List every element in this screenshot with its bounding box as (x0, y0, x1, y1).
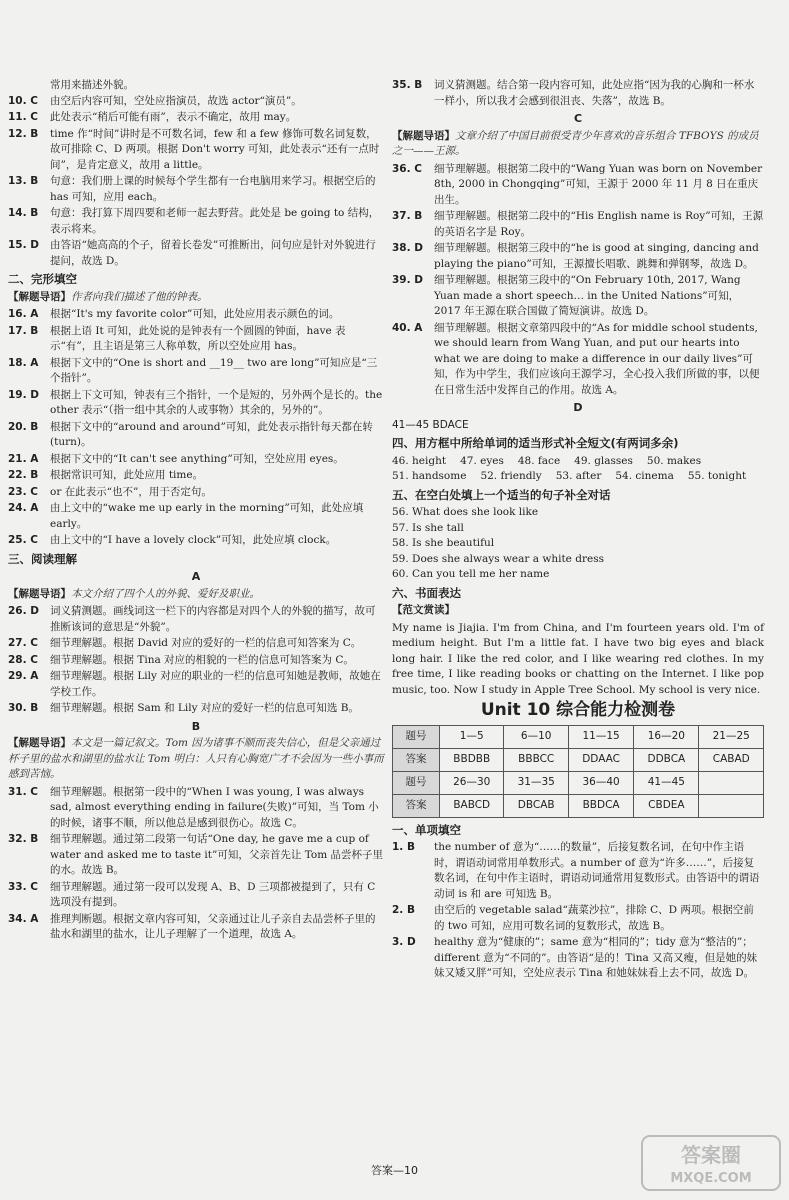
table-header-cell: 答案 (393, 794, 440, 817)
guide-text: 作者向我们描述了他的钟表。 (71, 290, 208, 303)
answer-item (8, 452, 384, 468)
table-cell: BABCD (440, 794, 504, 817)
svg-text:MXQE.COM: MXQE.COM (670, 1171, 752, 1186)
answer-explanation: 根据下文中的“It can't see anything”可知，空处应用 eyes。 (50, 452, 344, 465)
answer-number: 10. C (8, 94, 38, 107)
answer-explanation: 句意：我打算下周四要和老师一起去野营。此处是 be going to 结构，表示将来。 (50, 207, 380, 235)
sample-label: 【范文赏读】 (392, 604, 455, 616)
answer-number: 24. A (8, 502, 39, 514)
word-answer: 52. friendly (480, 470, 542, 482)
word-answer: 54. cinema (615, 470, 674, 482)
section-word-form-heading: 四、用方框中所给单词的适当形式补全短文(有两词多余) (392, 436, 679, 450)
right-column (392, 78, 764, 983)
answer-item (392, 935, 764, 982)
answer-number: 2. B (392, 904, 415, 916)
answer-item (8, 110, 384, 126)
answer-explanation: 细节理解题。通过第一段可以发现 A、B、D 三项都被提到了，只有 C 选项没有提到。 (50, 880, 376, 908)
guide-text: 文章介绍了中国目前很受青少年喜欢的音乐组合 TFBOYS 的成员之一——王源。 (392, 129, 759, 157)
part-c-label: C (573, 112, 583, 125)
table-cell: 21—25 (699, 725, 764, 748)
sample-essay: My name is Jiajia. I'm from China, and I'm fourteen years old. I'm of medium height. But I'm a little fat. I have two big eyes and black long hair. I like the red color, and I like wearing red clothes. In my free time, I like reading books or chatting on the Internet. I like pop music, too. Now I study in Apple Tree School. My school is very nice. (392, 621, 764, 696)
answer-explanation: 细节理解题。根据 David 对应的爱好的一栏的信息可知答案为 C。 (50, 637, 362, 649)
answer-number: 26. D (8, 605, 39, 617)
answer-item (8, 832, 384, 879)
answer-explanation: 根据上下文可知，钟表有三个指针，一个是短的，另外两个是长的。the other 表示“（指一组中其余的人或事物）其余的，另外的”。 (50, 388, 383, 416)
answer-explanation: 细节理解题。根据第二段中的“Wang Yuan was born on November 8th, 2000 in Chongqing”可知，王源于 2000 年 11 月 8 日在重庆出生。 (434, 162, 763, 206)
word-answer: 51. handsome (392, 470, 467, 482)
answer-explanation: 根据常识可知，此处应用 time。 (50, 469, 204, 481)
table-row (393, 725, 764, 748)
table-cell: 11—15 (568, 725, 633, 748)
table-cell (699, 794, 764, 817)
answer-number: 40. A (392, 321, 423, 334)
word-answer: 48. face (517, 454, 561, 467)
answer-item (8, 636, 384, 652)
word-answer: 53. after (555, 470, 602, 482)
answer-explanation: 根据下文中的“around and around”可知，此处表示指针每天都在转(turn)。 (50, 420, 373, 448)
section-cloze-heading: 二、完形填空 (8, 272, 77, 286)
answer-item (8, 485, 384, 501)
answer-explanation: 细节理解题。根据 Tina 对应的相貌的一栏的信息可知答案为 C。 (50, 653, 354, 666)
answer-list-reading-a (8, 604, 384, 717)
answer-item (8, 468, 384, 484)
page-footer: 答案—10 (371, 1164, 418, 1177)
answer-number: 11. C (8, 111, 38, 123)
answer-list-unit10 (392, 840, 764, 982)
answer-explanation: 细节理解题。根据 Sam 和 Lily 对应的爱好一栏的信息可知选 B。 (50, 702, 359, 714)
table-cell: 16—20 (634, 725, 699, 748)
word-answer: 49. glasses (574, 454, 633, 467)
answer-item (392, 273, 764, 320)
answer-item (8, 388, 384, 419)
answer-explanation: 词义猜测题。结合第一段内容可知，此处应指“因为我的心胸和一杯水一样小，所以我才会感到很沮丧、失落”，故选 B。 (434, 79, 755, 107)
table-row (393, 771, 764, 794)
table-cell: 6—10 (504, 725, 568, 748)
answer-explanation: or 在此表示“也不”，用于否定句。 (50, 485, 212, 498)
answer-explanation: healthy 意为“健康的”；same 意为“相同的”；tidy 意为“整洁的”；different 意为“不同的”。由答语“是的！Tina 又高又瘦，但是她的妹妹又矮又胖”可知，空处应表示 Tina 和她妹妹看上去不同，故选 D。 (434, 936, 758, 979)
dialog-answer: 60. Can you tell me her name (392, 568, 550, 580)
answer-explanation: 由空后的 vegetable salad“蔬菜沙拉”，排除 C、D 两项。根据空前的 two 可知，应用可数名词的复数形式，故选 B。 (434, 904, 754, 932)
answer-number: 12. B (8, 127, 39, 140)
table-row (393, 748, 764, 771)
answer-number: 1. B (392, 841, 415, 853)
answer-item (8, 669, 384, 700)
table-header-cell: 答案 (393, 748, 440, 771)
answer-number: 3. D (392, 936, 416, 948)
answer-number: 14. B (8, 207, 39, 219)
answer-number: 25. C (8, 534, 38, 546)
dialog-answer: 58. Is she beautiful (392, 537, 495, 549)
answer-item (8, 785, 384, 832)
dialog-answer: 56. What does she look like (392, 506, 539, 518)
answer-number: 16. A (8, 308, 39, 320)
answer-table (392, 725, 764, 818)
section-writing-heading: 六、书面表达 (392, 585, 461, 600)
answer-explanation: 根据“It's my favorite color”可知，此处应用表示颜色的词。 (50, 308, 340, 320)
answer-list-reading-c (392, 162, 764, 399)
answer-item (8, 912, 384, 943)
answer-number: 29. A (8, 670, 39, 682)
answer-list-reading-b (8, 785, 384, 943)
guide-text: 本文介绍了四个人的外貌、爱好及职业。 (71, 587, 260, 600)
word-answers-row-2 (392, 469, 764, 485)
word-answer: 50. makes (646, 454, 702, 467)
table-cell: 41—45 (634, 771, 699, 794)
answer-item (8, 653, 384, 669)
answer-item (392, 840, 764, 902)
answer-item (8, 501, 384, 532)
answer-number: 35. B (392, 79, 423, 91)
answer-list-reading-b-end (392, 78, 764, 109)
answer-item (8, 604, 384, 635)
answer-item (8, 238, 384, 269)
table-cell: DDAAC (568, 748, 633, 771)
guide-label: 【解题导语】 (8, 737, 71, 749)
dialog-answers (392, 505, 764, 583)
word-answers-row-1 (392, 454, 764, 470)
answer-number: 34. A (8, 912, 39, 925)
table-cell: DDBCA (634, 748, 699, 771)
answer-number: 23. C (8, 485, 38, 498)
answer-item (8, 206, 384, 237)
answer-item (392, 162, 764, 209)
answer-item (392, 209, 764, 240)
intro-line: 常用来描述外貌。 (50, 79, 134, 91)
answer-number: 32. B (8, 833, 39, 845)
answer-list-single-choice (8, 94, 384, 270)
answer-number: 18. A (8, 356, 39, 369)
guide-reading-c (392, 129, 764, 160)
answer-explanation: 根据上语 It 可知，此处说的是钟表有一个圆圆的钟面，have 表示“有”，且主语是第三人称单数，所以空处应用 has。 (50, 324, 346, 352)
guide-reading-a (8, 587, 384, 603)
answer-item (8, 174, 384, 205)
section-single-choice-heading: 一、单项填空 (392, 822, 461, 837)
answer-number: 28. C (8, 653, 38, 666)
answer-number: 27. C (8, 637, 38, 649)
answer-explanation: 细节理解题。根据第三段中的“he is good at singing, dancing and playing the piano”可知，王源擅长唱歌、跳舞和弹钢琴，故选 D。 (434, 242, 759, 270)
table-cell: DBCAB (504, 794, 568, 817)
table-row (393, 794, 764, 817)
table-cell: BBDCA (568, 794, 633, 817)
answer-explanation: 由上文中的“wake me up early in the morning”可知，此处应填 early。 (50, 502, 364, 530)
answer-number: 33. C (8, 880, 38, 893)
part-b-label: B (191, 719, 201, 733)
guide-label: 【解题导语】 (8, 587, 71, 600)
guide-label: 【解题导语】 (8, 290, 71, 303)
answer-item (8, 880, 384, 911)
answer-item (8, 533, 384, 549)
answer-explanation: 细节理解题。通过第二段第一句话“One day, he gave me a cup of water and asked me to taste it”可知，父亲首先让 Tom 品尝杯子里的水。故选 B。 (50, 833, 384, 876)
answer-list-cloze (8, 307, 384, 549)
table-cell: 31—35 (504, 771, 568, 794)
answer-number: 39. D (392, 274, 423, 286)
answer-number: 21. A (8, 452, 39, 465)
answer-number: 19. D (8, 388, 39, 401)
answer-explanation: 词义猜测题。画线词这一栏下的内容都是对四个人的外貌的描写，故可推断该词的意思是“外貌”。 (50, 605, 376, 633)
guide-cloze (8, 290, 384, 306)
answer-explanation: 句意：我们册上课的时候每个学生都有一台电脑用来学习。根据空后的 has 可知，应用 each。 (50, 175, 376, 203)
answer-number: 15. D (8, 239, 39, 251)
answer-41-45: 41—45 BDACE (392, 418, 469, 431)
table-cell: BBDBB (440, 748, 504, 771)
answer-explanation: the number of 意为“……的数量”，后接复数名词，在句中作主语时，谓语动词常用单数形式。a number of 意为“许多……”，后接复数名词，在句中作主语时，谓语动词通常用复数形式。由答语中的谓语动词 is 和 are 可知选 B。 (434, 841, 760, 900)
answer-explanation: 细节理解题。根据第二段中的“His English name is Roy”可知，王源的英语名字是 Roy。 (434, 210, 764, 238)
word-answer: 46. height (392, 454, 447, 467)
watermark-logo (640, 1132, 782, 1194)
dialog-answer: 59. Does she always wear a white dress (392, 552, 604, 565)
answer-explanation: time 作“时间”讲时是不可数名词，few 和 a few 修饰可数名词复数，故可排除 C、D 两项。根据 Don't worry 可知，此处表示“还有一点时间”，是肯定意义，故用 a little。 (50, 127, 380, 171)
answer-item (8, 356, 384, 387)
table-header-cell: 题号 (393, 771, 440, 794)
answer-number: 17. B (8, 324, 39, 337)
part-d-label: D (573, 401, 583, 414)
table-header-cell: 题号 (393, 725, 440, 748)
section-reading-heading: 三、阅读理解 (8, 551, 77, 566)
table-cell: BBBCC (504, 748, 568, 771)
answer-explanation: 细节理解题。根据 Lily 对应的职业的一栏的信息可知她是教师，故她在学校工作。 (50, 670, 381, 698)
word-answer: 47. eyes (460, 454, 504, 467)
answer-explanation: 由答语“她高高的个子，留着长卷发”可推断出，问句应是针对外貌进行提问，故选 D。 (50, 239, 376, 267)
table-cell (699, 771, 764, 794)
answer-number: 13. B (8, 175, 39, 187)
answer-explanation: 此处表示“稍后可能有雨”，表示不确定，故用 may。 (50, 111, 297, 123)
answer-item (392, 78, 764, 109)
table-cell: CABAD (699, 748, 764, 771)
answer-number: 30. B (8, 702, 39, 714)
answer-item (8, 324, 384, 355)
answer-number: 20. B (8, 420, 39, 433)
answer-item (8, 307, 384, 323)
answer-item (8, 127, 384, 174)
answer-explanation: 细节理解题。根据文章第四段中的“As for middle school students, we should learn from Wang Yuan, and put our hearts into what we are doing to make a difference in our daily lives”可知，作为中学生，我们应该向王源学习，全心投入我们所做的事，以便在日常生活中发挥自己的作用。故选 A。 (434, 321, 760, 396)
unit-title: Unit 10 综合能力检测卷 (480, 700, 676, 720)
left-column (8, 78, 384, 944)
answer-number: 22. B (8, 469, 39, 481)
answer-number: 36. C (392, 162, 422, 175)
answer-number: 38. D (392, 242, 423, 254)
answer-item (8, 420, 384, 451)
table-cell: 26—30 (440, 771, 504, 794)
part-a-label: A (191, 570, 201, 583)
answer-number: 37. B (392, 210, 423, 222)
answer-explanation: 由空后内容可知，空处应指演员，故选 actor“演员”。 (50, 94, 302, 107)
answer-item (8, 94, 384, 110)
guide-label: 【解题导语】 (392, 129, 455, 142)
table-cell: 1—5 (440, 725, 504, 748)
svg-text:答案圈: 答案圈 (681, 1143, 741, 1167)
answer-item (392, 321, 764, 399)
section-dialog-heading: 五、在空白处填上一个适当的句子补全对话 (392, 487, 611, 502)
answer-number: 31. C (8, 785, 38, 798)
dialog-answer: 57. Is she tall (392, 521, 464, 534)
word-answer: 55. tonight (687, 470, 747, 482)
answer-explanation: 细节理解题。根据第一段中的“When I was young, I was always sad, almost everything ending in failure(失败)”可知，当 Tom 小的时候，诸事不顺，所以他总是感到很伤心。故选 C。 (50, 785, 379, 829)
answer-explanation: 推理判断题。根据文章内容可知，父亲通过让儿子亲自去品尝杯子里的盐水和湖里的盐水，让儿子理解了一个道理，故选 A。 (50, 912, 376, 940)
answer-explanation: 细节理解题。根据第三段中的“On February 10th, 2017, Wang Yuan made a short speech… in the United Nations”可知，2017 年王源在联合国做了简短演讲。故选 D。 (434, 274, 741, 317)
table-cell: 36—40 (568, 771, 633, 794)
answer-item (392, 903, 764, 934)
answer-explanation: 根据下文中的“One is short and __19__ two are long”可知应是“三个指针”。 (50, 356, 378, 384)
guide-text: 本文是一篇记叙文。Tom 因为诸事不顺而丧失信心，但是父亲通过杯子里的盐水和湖里的盐水让 Tom 明白：人只有心胸宽广才不会因为一些小事而感到苦恼。 (8, 737, 384, 780)
answer-item (8, 701, 384, 717)
guide-reading-b (8, 736, 384, 783)
answer-explanation: 由上文中的“I have a lovely clock”可知，此处应填 clock。 (50, 534, 337, 546)
answer-item (392, 241, 764, 272)
table-cell: CBDEA (634, 794, 699, 817)
